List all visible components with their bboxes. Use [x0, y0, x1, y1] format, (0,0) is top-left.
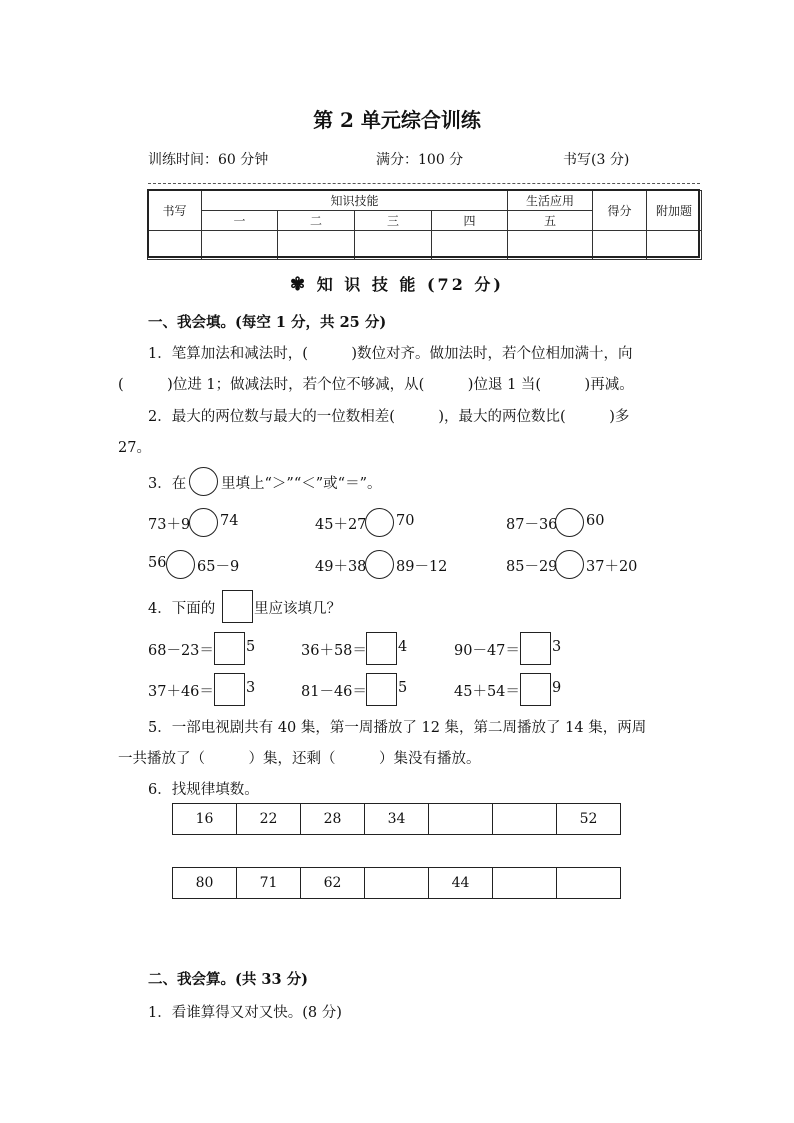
score-part-2: 二 — [278, 211, 355, 231]
answer-circle[interactable] — [365, 508, 394, 537]
section-heading-text: 知 识 技 能 (72 分) — [316, 275, 504, 294]
full-score: 满分：100 分 — [376, 152, 464, 168]
score-part-3: 三 — [355, 211, 432, 231]
q1-line2: ( )位进 1；做减法时，若个位不够减，从( )位退 1 当( )再减。 — [118, 377, 634, 393]
score-cell[interactable] — [202, 231, 278, 260]
q2-line1: 2．最大的两位数与最大的一位数相差( )，最大的两位数比( )多 — [148, 409, 630, 425]
flower-icon: ✾ — [290, 274, 309, 295]
fill-left: 36＋58＝ — [301, 643, 367, 659]
answer-circle[interactable] — [166, 550, 195, 579]
fill-right: 3 — [552, 639, 562, 655]
answer-box[interactable] — [214, 673, 245, 706]
fill-right: 5 — [398, 680, 408, 696]
score-header-extra: 附加题 — [647, 191, 702, 231]
answer-circle[interactable] — [555, 508, 584, 537]
score-cell[interactable] — [508, 231, 593, 260]
sequence-table-2 — [172, 867, 621, 899]
fill-left: 37＋46＝ — [148, 684, 214, 700]
sequence-table-1 — [172, 803, 621, 835]
compare-right: 60 — [586, 513, 605, 529]
score-header-life: 生活应用 — [508, 191, 593, 211]
score-cell[interactable] — [278, 231, 355, 260]
compare-left: 85－29 — [506, 559, 558, 575]
dotted-divider — [148, 183, 700, 184]
score-cell[interactable] — [432, 231, 508, 260]
fill-left: 81－46＝ — [301, 684, 367, 700]
answer-box[interactable] — [366, 673, 397, 706]
part2-heading: 二、我会算。(共 33 分) — [148, 971, 308, 988]
sequence-cell: 80 — [173, 868, 237, 899]
compare-left: 56 — [148, 555, 167, 571]
answer-box[interactable] — [214, 632, 245, 665]
q3-prefix: 3．在 — [148, 476, 187, 492]
q5-line2: 一共播放了（ ）集，还剩（ ）集没有播放。 — [118, 751, 481, 767]
fill-right: 5 — [246, 639, 256, 655]
answer-circle[interactable] — [555, 550, 584, 579]
compare-right: 37＋20 — [586, 559, 638, 575]
fill-left: 68－23＝ — [148, 643, 214, 659]
writing-score: 书写(3 分) — [563, 152, 630, 168]
answer-box[interactable] — [366, 632, 397, 665]
sequence-cell: 52 — [557, 804, 621, 835]
answer-circle[interactable] — [365, 550, 394, 579]
fill-right: 4 — [398, 639, 408, 655]
compare-left: 49＋38 — [315, 559, 367, 575]
fill-right: 9 — [552, 680, 562, 696]
score-header-got: 得分 — [593, 191, 647, 231]
fill-left: 45＋54＝ — [454, 684, 520, 700]
part2-q1: 1．看谁算得又对又快。(8 分) — [148, 1005, 342, 1021]
score-cell[interactable] — [647, 231, 702, 260]
compare-right: 65－9 — [197, 559, 240, 575]
page-title: 第 2 单元综合训练 — [313, 108, 481, 132]
q2-line2: 27。 — [118, 440, 151, 456]
score-part-4: 四 — [432, 211, 508, 231]
score-part-1: 一 — [202, 211, 278, 231]
answer-box[interactable] — [222, 590, 253, 623]
compare-right: 89－12 — [396, 559, 448, 575]
compare-right: 70 — [396, 513, 415, 529]
sequence-blank[interactable] — [493, 868, 557, 899]
sequence-cell: 22 — [237, 804, 301, 835]
sequence-blank[interactable] — [557, 868, 621, 899]
sequence-blank[interactable] — [365, 868, 429, 899]
fill-right: 3 — [246, 680, 256, 696]
answer-box[interactable] — [520, 673, 551, 706]
part1-heading: 一、我会填。(每空 1 分，共 25 分) — [148, 314, 387, 331]
q3-suffix: 里填上“＞”“＜”或“＝”。 — [221, 476, 382, 492]
sequence-blank[interactable] — [493, 804, 557, 835]
sequence-cell: 62 — [301, 868, 365, 899]
sequence-cell: 34 — [365, 804, 429, 835]
sequence-blank[interactable] — [429, 804, 493, 835]
fill-left: 90－47＝ — [454, 643, 520, 659]
compare-right: 74 — [220, 513, 239, 529]
score-header-knowledge: 知识技能 — [202, 191, 508, 211]
answer-circle[interactable] — [189, 508, 218, 537]
sequence-cell: 28 — [301, 804, 365, 835]
score-cell[interactable] — [355, 231, 432, 260]
q1-line1: 1．笔算加法和减法时，( )数位对齐。做加法时，若个位相加满十，向 — [148, 346, 633, 362]
sequence-cell: 16 — [173, 804, 237, 835]
score-header-writing: 书写 — [148, 191, 202, 231]
compare-left: 45＋27 — [315, 517, 367, 533]
answer-circle[interactable] — [189, 467, 218, 496]
score-cell[interactable] — [148, 231, 202, 260]
sequence-cell: 44 — [429, 868, 493, 899]
sequence-cell: 71 — [237, 868, 301, 899]
score-part-5: 五 — [508, 211, 593, 231]
section-heading — [0, 272, 794, 295]
compare-left: 73＋9 — [148, 517, 191, 533]
answer-box[interactable] — [520, 632, 551, 665]
q4-prefix: 4．下面的 — [148, 601, 216, 617]
q5-line1: 5．一部电视剧共有 40 集，第一周播放了 12 集，第二周播放了 14 集，两周 — [148, 720, 647, 736]
score-cell[interactable] — [593, 231, 647, 260]
q4-suffix: 里应该填几？ — [254, 601, 341, 617]
training-time: 训练时间：60 分钟 — [148, 152, 269, 168]
compare-left: 87－36 — [506, 517, 558, 533]
q6-text: 6．找规律填数。 — [148, 782, 259, 798]
score-table — [147, 190, 702, 260]
